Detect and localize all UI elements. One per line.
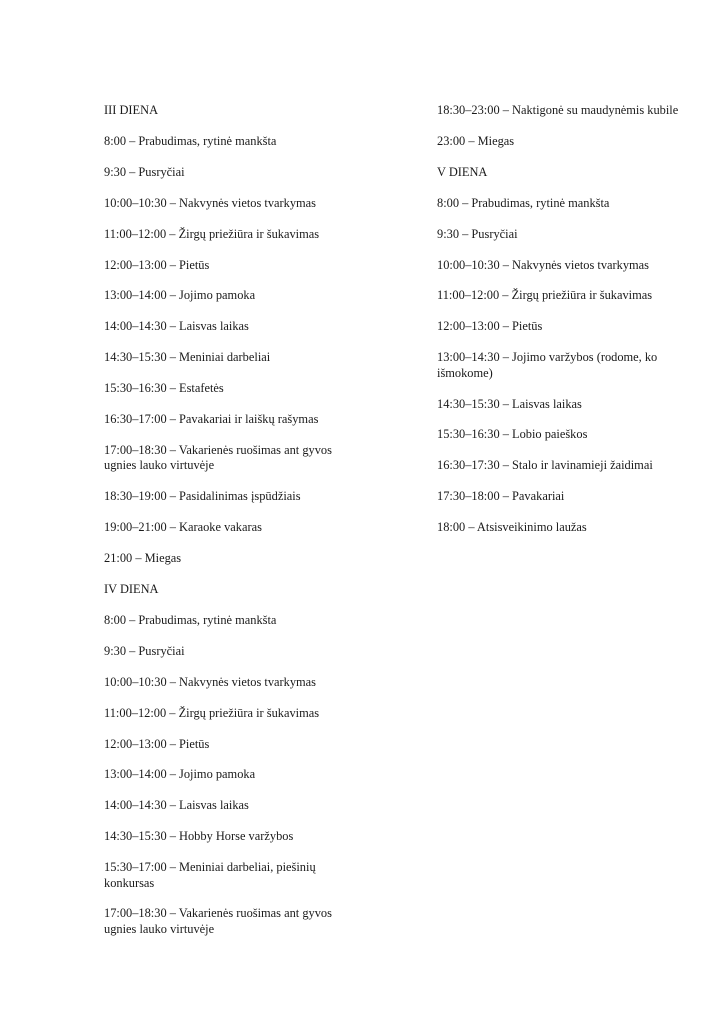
schedule-entry: 18:30–23:00 – Naktigonė su maudynėmis kubile: [437, 103, 679, 117]
schedule-entry: 16:30–17:30 – Stalo ir lavinamieji žaidimai: [437, 458, 653, 473]
schedule-entry: 11:00–12:00 – Žirgų priežiūra ir šukavimas: [104, 705, 320, 720]
schedule-entry: 14:30–15:30 – Meniniai darbeliai: [104, 350, 271, 365]
schedule-entry: 8:00 – Prabudimas, rytinė mankšta: [437, 195, 610, 210]
schedule-entry: 9:30 – Pusryčiai: [104, 643, 185, 658]
day-heading-v: V DIENA: [437, 164, 488, 179]
schedule-entry: 10:00–10:30 – Nakvynės vietos tvarkymas: [104, 195, 316, 210]
schedule-entry: 23:00 – Miegas: [437, 133, 515, 148]
schedule-entry: 13:00–14:00 – Jojimo pamoka: [104, 767, 256, 782]
day-heading-iv: IV DIENA: [104, 582, 159, 596]
schedule-entry: 14:30–15:30 – Hobby Horse varžybos: [104, 829, 294, 844]
day-heading-iii: III DIENA: [104, 103, 159, 117]
schedule-entry: 11:00–12:00 – Žirgų priežiūra ir šukavimas: [104, 226, 320, 241]
schedule-entry: 17:00–18:30 – Vakarienės ruošimas ant gyvos ugnies lauko virtuvėje: [104, 442, 332, 473]
schedule-entry: 10:00–10:30 – Nakvynės vietos tvarkymas: [437, 257, 649, 272]
schedule-entry: 15:30–17:00 – Meniniai darbeliai, piešinių konkursas: [104, 860, 316, 890]
schedule-right-column: [437, 103, 687, 551]
schedule-entry: 13:00–14:30 – Jojimo varžybos (rodome, ko išmokome): [437, 350, 658, 380]
schedule-entry: 16:30–17:00 – Pavakariai ir laiškų rašymas: [104, 412, 319, 427]
schedule-left-column: [104, 103, 349, 953]
schedule-entry: 9:30 – Pusryčiai: [437, 226, 518, 241]
schedule-entry: 9:30 – Pusryčiai: [104, 164, 185, 179]
schedule-entry: 19:00–21:00 – Karaoke vakaras: [104, 520, 262, 535]
schedule-entry: 15:30–16:30 – Lobio paieškos: [437, 427, 588, 442]
schedule-entry: 15:30–16:30 – Estafetės: [104, 381, 224, 396]
schedule-entry: 10:00–10:30 – Nakvynės vietos tvarkymas: [104, 674, 316, 689]
schedule-entry: 12:00–13:00 – Pietūs: [104, 736, 210, 751]
schedule-entry: 18:30–19:00 – Pasidalinimas įspūdžiais: [104, 489, 301, 504]
schedule-entry: 17:30–18:00 – Pavakariai: [437, 489, 565, 504]
schedule-entry: 14:30–15:30 – Laisvas laikas: [437, 396, 582, 411]
schedule-entry: 12:00–13:00 – Pietūs: [437, 319, 543, 334]
schedule-entry: 14:00–14:30 – Laisvas laikas: [104, 319, 249, 334]
schedule-entry: 18:00 – Atsisveikinimo laužas: [437, 520, 587, 535]
schedule-entry: 8:00 – Prabudimas, rytinė mankšta: [104, 133, 277, 148]
schedule-entry: 13:00–14:00 – Jojimo pamoka: [104, 288, 256, 303]
schedule-entry: 21:00 – Miegas: [104, 551, 182, 566]
schedule-entry: 17:00–18:30 – Vakarienės ruošimas ant gyvos ugnies lauko virtuvėje: [104, 906, 332, 936]
schedule-entry: 12:00–13:00 – Pietūs: [104, 257, 210, 272]
schedule-entry: 8:00 – Prabudimas, rytinė mankšta: [104, 612, 277, 627]
schedule-entry: 14:00–14:30 – Laisvas laikas: [104, 798, 249, 813]
schedule-entry: 11:00–12:00 – Žirgų priežiūra ir šukavimas: [437, 288, 653, 303]
